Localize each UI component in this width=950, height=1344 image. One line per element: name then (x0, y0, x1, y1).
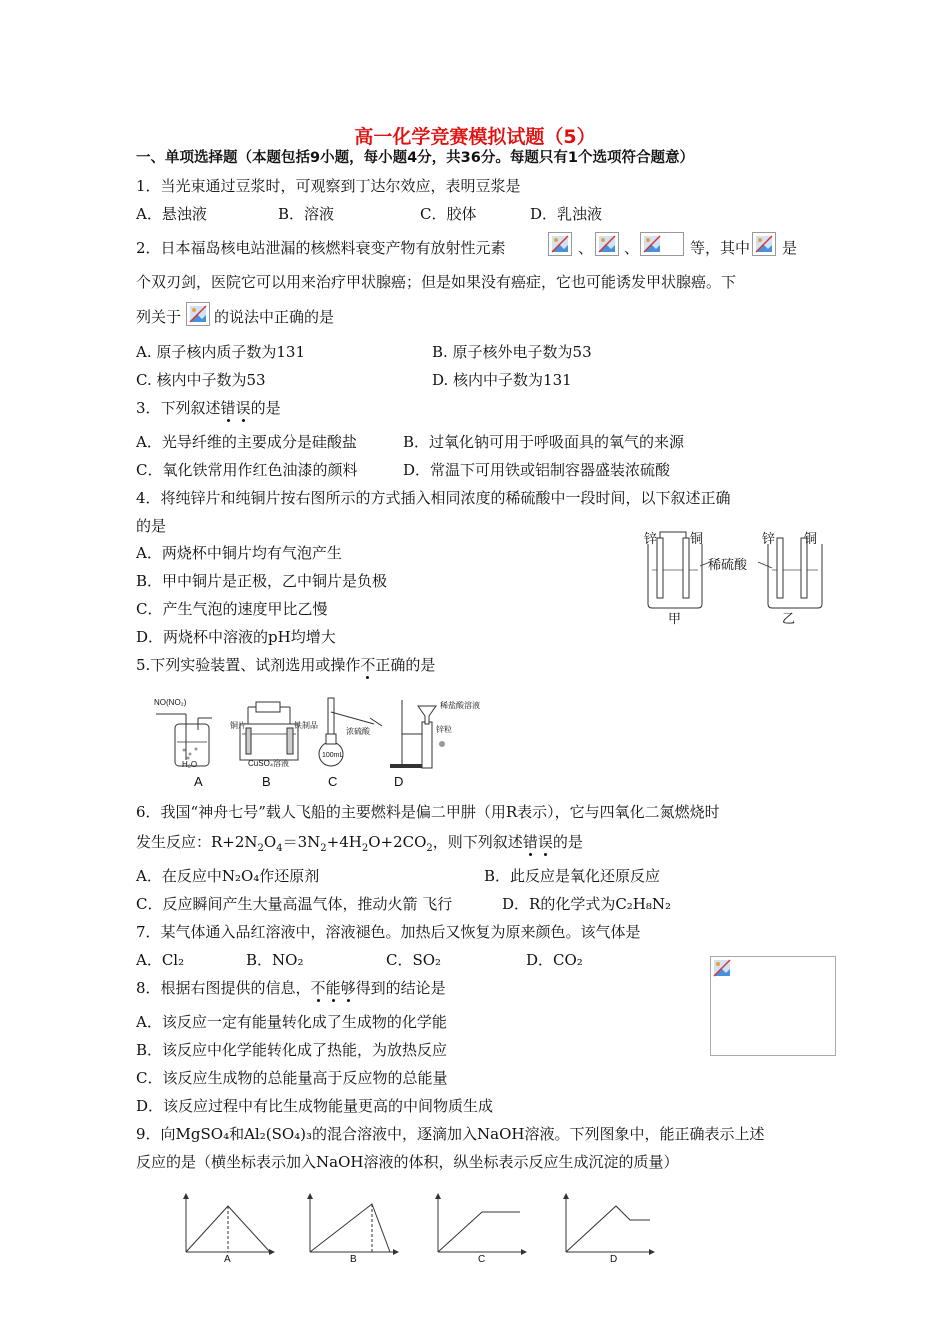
q3-option-b: B．过氧化钠可用于呼吸面具的氧气的来源 (403, 433, 685, 451)
q5-label-a: A (194, 774, 203, 789)
precipitate-graphs (176, 1188, 666, 1268)
q3-stem: 3．下列叙述错误的是 (136, 399, 281, 417)
q7-option-d: D．CO₂ (526, 951, 583, 969)
q9-line1: 9．向MgSO₄和Al₂(SO₄)₃的混合溶液中，逐滴加入NaOH溶液。下列图象中，能正确表示上述 (136, 1125, 765, 1143)
q6-option-c: C．反应瞬间产生大量高温气体，推动火箭 飞行 (136, 895, 453, 913)
q9-label-b: B (350, 1254, 357, 1265)
q3-option-c: C．氧化铁常用作红色油漆的颜料 (136, 461, 358, 479)
q1-option-b: B．溶液 (278, 205, 335, 223)
q7-option-c: C．SO₂ (386, 951, 442, 969)
energy-diagram-placeholder (710, 956, 836, 1056)
broken-image-icon (186, 302, 210, 326)
broken-image-icon (711, 957, 733, 979)
q4-option-a: A．两烧杯中铜片均有气泡产生 (136, 544, 342, 562)
q3-option-d: D．常温下可用铁或铝制容器盛装浓硫酸 (403, 461, 671, 479)
q2-line2: 个双刃剑，医院它可以用来治疗甲状腺癌；但是如果没有癌症，它也可能诱发甲状腺癌。下 (136, 273, 737, 291)
q4-option-c: C．产生气泡的速度甲比乙慢 (136, 600, 328, 618)
broken-image-icon (595, 232, 619, 256)
galvanic-cell-figure: 锌 铜 锌 铜 稀硫酸 甲 乙 (640, 526, 830, 626)
q1-stem: 1．当光束通过豆浆时，可观察到丁达尔效应，表明豆浆是 (136, 177, 521, 195)
page-title: 高一化学竞赛模拟试题（5） (354, 126, 596, 148)
q1-option-d: D．乳浊液 (530, 205, 603, 223)
q8-option-b: B．该反应中化学能转化成了热能，为放热反应 (136, 1041, 448, 1059)
q9-line2: 反应的是（横坐标表示加入NaOH溶液的体积，纵坐标表示反应生成沉淀的质量） (136, 1153, 679, 1171)
q2-stem-a: 2．日本福岛核电站泄漏的核燃料衰变产物有放射性元素 (136, 239, 506, 257)
q5-label-b: B (262, 774, 271, 789)
q5-label-c: C (328, 774, 338, 789)
q4-option-b: B．甲中铜片是正极，乙中铜片是负极 (136, 572, 388, 590)
q6-line1: 6．我国“神舟七号”载人飞船的主要燃料是偏二甲肼（用R表示），它与四氧化二氮燃烧时 (136, 803, 720, 821)
q4-stem: 4．将纯锌片和纯铜片按右图所示的方式插入相同浓度的稀硫酸中一段时间，以下叙述正确 (136, 489, 731, 507)
q2-stem-b: 等，其中 (690, 239, 751, 257)
lab-apparatus-figure: NO(NO₂) H₂O 铜片 铁制品 CuSO₄溶液 浓硫酸 100mL 稀盐酸溶液 锌粒 A B C D (154, 698, 480, 789)
broken-image-icon (548, 232, 572, 256)
q8-option-c: C．该反应生成物的总能量高于反应物的总能量 (136, 1069, 448, 1087)
q7-option-a: A．Cl₂ (136, 951, 185, 969)
q4-option-d: D．两烧杯中溶液的pH均增大 (136, 628, 336, 646)
q4-stem2: 的是 (136, 517, 167, 535)
broken-image-icon (640, 232, 684, 256)
q9-label-c: C (478, 1254, 486, 1265)
q2-option-c: C. 核内中子数为53 (136, 371, 266, 389)
q8-option-a: A．该反应一定有能量转化成了生成物的化学能 (136, 1013, 447, 1031)
q6-line2: 发生反应：$R+2N_2O_4=3N_2+4H_2O+2CO_2$，则下列叙述错误的是 (136, 833, 583, 854)
q2-stem-c: 是 (782, 239, 798, 257)
q7-option-b: B．NO₂ (246, 951, 304, 969)
q9-label-a: A (224, 1254, 231, 1265)
q7-stem: 7．某气体通入品红溶液中，溶液褪色。加热后又恢复为原来颜色。该气体是 (136, 923, 641, 941)
q8-stem: 8．根据右图提供的信息，不能够得到的结论是 (136, 979, 446, 997)
broken-image-icon (752, 232, 776, 256)
q9-label-d: D (610, 1254, 618, 1265)
q2-sep1: 、 (578, 239, 594, 257)
q2-sep2: 、 (624, 239, 640, 257)
q5-stem: 5.下列实验装置、试剂选用或操作不正确的是 (136, 656, 436, 674)
q2-line3-a: 列关于 (136, 308, 182, 326)
q6-option-d: D．R的化学式为C₂H₈N₂ (502, 895, 672, 913)
q1-option-c: C．胶体 (420, 205, 477, 223)
q5-label-d: D (394, 774, 404, 789)
q2-option-a: A. 原子核内质子数为131 (136, 343, 305, 361)
q2-line3-b: 的说法中正确的是 (214, 308, 335, 326)
q8-option-d: D．该反应过程中有比生成物能量更高的中间物质生成 (136, 1097, 494, 1115)
section-heading: 一、单项选择题（本题包括9小题，每小题4分，共36分。每题只有1个选项符合题意） (136, 150, 694, 166)
q1-option-a: A．悬浊液 (136, 205, 207, 223)
q6-option-b: B．此反应是氧化还原反应 (484, 867, 661, 885)
q2-option-b: B. 原子核外电子数为53 (432, 343, 592, 361)
q3-option-a: A．光导纤维的主要成分是硅酸盐 (136, 433, 357, 451)
q2-option-d: D. 核内中子数为131 (432, 371, 572, 389)
q6-option-a: A．在反应中N₂O₄作还原剂 (136, 867, 320, 885)
